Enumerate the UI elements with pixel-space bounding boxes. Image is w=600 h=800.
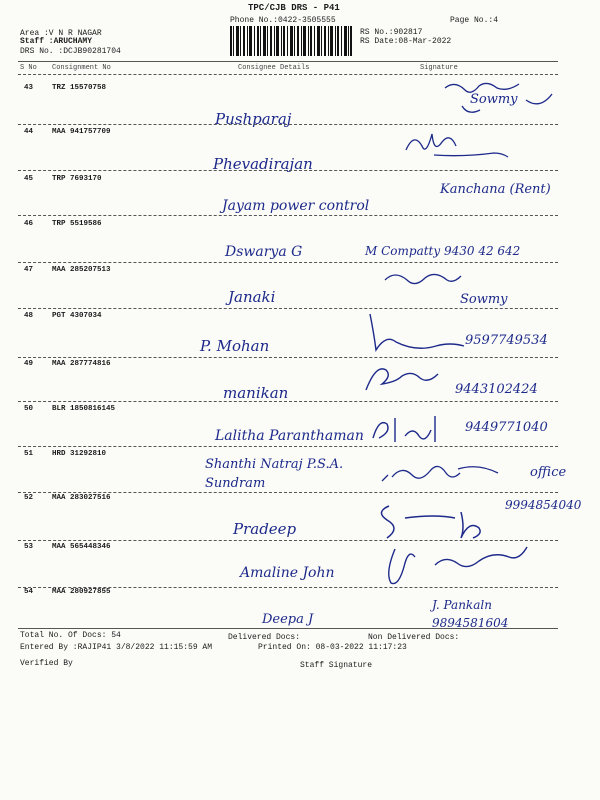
row-consignment: MAA 280927855	[52, 588, 111, 596]
consignee-handwriting: Shanthi Natraj P.S.A. Sundram	[205, 457, 344, 491]
consignee-handwriting: Pradeep	[233, 520, 297, 538]
delivered-docs: Delivered Docs:	[228, 633, 301, 642]
col-sno: S No	[20, 64, 37, 72]
row-consignment: HRD 31292810	[52, 450, 107, 458]
entered-by: Entered By :RAJIP41 3/8/2022 11:15:59 AM	[20, 643, 213, 652]
signature-note: J. Pankaln 9894581604	[432, 598, 509, 630]
signature-mark	[440, 78, 560, 122]
page-number: Page No.:4	[450, 16, 499, 25]
consignee-handwriting: Pushparaj	[215, 110, 292, 128]
row-consignment: TRZ 15570758	[52, 84, 107, 92]
row-consignment: MAA 941757709	[52, 128, 111, 136]
non-delivered-docs: Non Delivered Docs:	[368, 633, 460, 642]
signature-note: 9449771040	[465, 420, 548, 435]
page-title: TPC/CJB DRS - P41	[248, 3, 340, 13]
signature-note: Sowmy	[460, 292, 508, 307]
row-sno: 50	[24, 405, 34, 413]
signature-mark	[360, 310, 470, 358]
row-consignment: TRP 5519586	[52, 220, 102, 228]
consignee-handwriting: Phevadirajan	[213, 155, 313, 173]
signature-mark	[370, 266, 470, 306]
rs-date: RS Date:08-Mar-2022	[360, 37, 452, 46]
consignee-handwriting: Amaline John	[240, 565, 335, 581]
row-sno: 51	[24, 450, 34, 458]
signature-note: M Compatty 9430 42 642	[365, 244, 521, 258]
phone-number: Phone No.:0422-3505555	[230, 16, 336, 25]
staff-label: Staff :ARUCHAMY	[20, 37, 93, 46]
row-sno: 45	[24, 175, 34, 183]
row-sno: 53	[24, 543, 34, 551]
printed-on: Printed On: 08-03-2022 11:17:23	[258, 643, 407, 652]
consignee-handwriting: Jayam power control	[222, 198, 370, 214]
total-docs: Total No. Of Docs: 54	[20, 631, 121, 640]
row-sno: 48	[24, 312, 34, 320]
row-sno: 49	[24, 360, 34, 368]
consignee-handwriting: Lalitha Paranthaman	[215, 428, 364, 444]
header-rule	[18, 61, 558, 62]
row-sno: 47	[24, 266, 34, 274]
row-sno: 46	[24, 220, 34, 228]
consignee-handwriting: Janaki	[228, 288, 276, 306]
signature-mark	[360, 360, 460, 400]
col-details: Consignee Details	[238, 64, 310, 72]
row-consignment: BLR 1850816145	[52, 405, 116, 413]
consignee-handwriting: Deepa J	[262, 612, 314, 627]
signature-mark	[378, 455, 528, 495]
consignee-handwriting: P. Mohan	[200, 337, 270, 355]
signature-mark	[375, 545, 555, 591]
consignee-handwriting: Dswarya G	[225, 244, 303, 260]
row-sno: 44	[24, 128, 34, 136]
signature-mark	[365, 408, 465, 448]
signature-note: 9443102424	[455, 382, 538, 397]
column-rule	[18, 74, 558, 75]
area-label: Area :V N R NAGAR	[20, 29, 102, 38]
staff-signature-label: Staff Signature	[300, 661, 373, 670]
row-sno: 54	[24, 588, 34, 596]
signature-note: 9994854040	[505, 498, 582, 512]
rs-number: RS No.:902817	[360, 28, 423, 37]
row-consignment: MAA 565448346	[52, 543, 111, 551]
row-consignment: MAA 283027516	[52, 494, 111, 502]
signature-mark	[398, 125, 528, 170]
row-consignment: PGT 4307034	[52, 312, 102, 320]
signature-note: 9597749534	[465, 333, 548, 348]
col-consignment: Consignment No	[52, 64, 111, 72]
row-sno: 43	[24, 84, 34, 92]
row-consignment: MAA 287774816	[52, 360, 111, 368]
row-consignment: MAA 285207513	[52, 266, 111, 274]
consignee-handwriting: manikan	[223, 384, 289, 402]
signature-note: office	[530, 465, 567, 480]
signature-mark	[375, 498, 505, 543]
drs-number: DRS No. :DCJB90281704	[20, 47, 121, 56]
signature-note: Sowmy	[470, 92, 518, 107]
row-sno: 52	[24, 494, 34, 502]
row-consignment: TRP 7693170	[52, 175, 102, 183]
barcode	[230, 26, 352, 56]
verified-by: Verified By	[20, 659, 73, 668]
col-signature: Signature	[420, 64, 458, 72]
signature-note: Kanchana (Rent)	[440, 182, 551, 197]
